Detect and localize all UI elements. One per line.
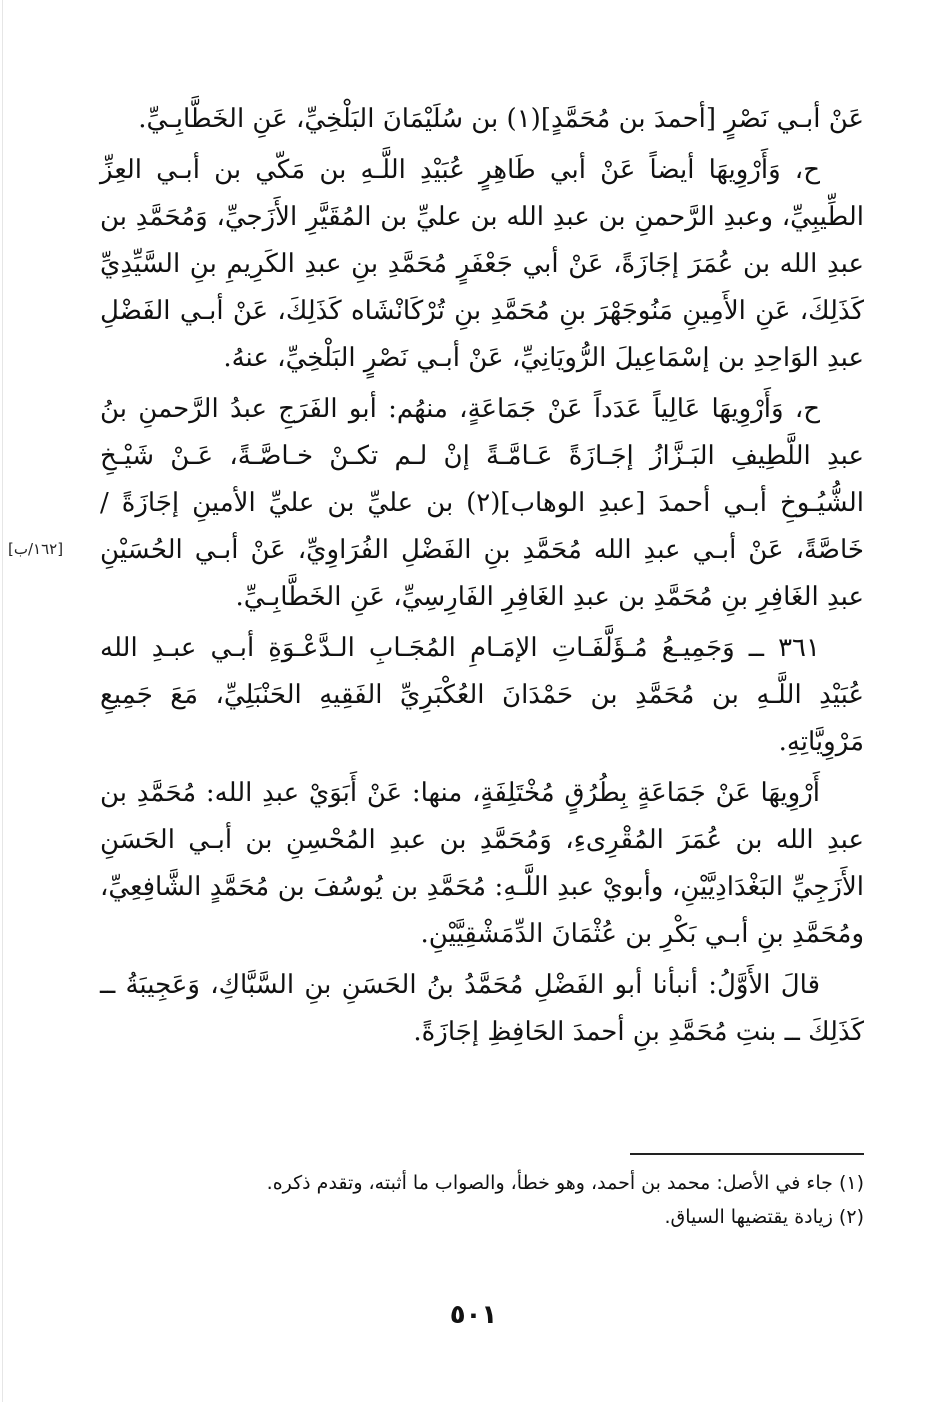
footnote-1: (١) جاء في الأصل: محمد بن أحمد، وهو خطأ، والصواب ما أثبته، وتقدم ذكره. xyxy=(266,1172,864,1194)
page-edge-line xyxy=(2,0,3,1402)
paragraph-5: أَرْوِيهَا عَنْ جَمَاعَةٍ بِطُرُقٍ مُخْتَلِفَةٍ، منها: عَنْ أَبَوَيْ عبدِ الله: مُحَمَّدِ بن عبدِ الله بن عُمَرَ المُقْرِىءِ، وَمُحَمَّدِ بن عبدِ المُحْسِنِ بن أبـي الحَسَنِ الأَزَجِيِّ البَغْدَادِيَّيْنِ، وأبويْ عبدِ اللَّـهِ: مُحَمَّدِ بن يُوسُفَ بن مُحَمَّدٍ الشَّافِعِيِّ، ومُحَمَّدِ بنِ أبـي بَكْرِ بن عُثْمَانَ الدِّمَشْقِيَّيْنِ. xyxy=(100,778,864,949)
manuscript-folio-note: [١٦٢/ب] xyxy=(8,540,64,558)
paragraph-2: ح، وَأَرْوِيهَا أيضاً عَنْ أبي طَاهِرٍ عُبَيْدِ اللَّـهِ بن مَكّي بن أبـي العِزِّ الطِّيبِيِّ، وعبدِ الرَّحمنِ بن عبدِ الله بن عليِّ بن المُقَيَّرِ الأَزَجيِّ، وَمُحَمَّدِ بن عبدِ الله بن عُمَرَ إجَازَةً، عَنْ أبي جَعْفَرٍ مُحَمَّدِ بنِ عبدِ الكَرِيمِ بنِ السَّيِّدِيِّ كَذَلِكَ، عَنِ الأَمِينِ مَنُوجَهْرَ بنِ مُحَمَّدِ بنِ تُرْكَانْشَاه كَذَلِكَ، عَنْ أبـي الفَضْلِ عبدِ الوَاحِدِ بن إسْمَاعِيلَ الرُّويَانِيِّ، عَنْ أبـي نَصْرٍ البَلْخِيِّ، عنهُ. xyxy=(100,155,864,373)
paragraph-3: ح، وَأَرْوِيهَا عَالِياً عَدَداً عَنْ جَمَاعَةٍ، منهُم: أبو الفَرَجِ عبدُ الرَّحمنِ بنُ عبدِ اللَّطِيفِ البَـزَّازُ إجَـازَةً عَـامَّـةً إنْ لـم تكـنْ خـاصَّـةً، عَـنْ شَيْـخِ الشُّيُـوخِ أبـي أحمدَ [عبدِ الوهاب](٢) بن عليِّ بن عليِّ الأمينِ إجَازَةً / خَاصَّةً، عَنْ أبـي عبدِ الله مُحَمَّدِ بنِ الفَضْلِ الفُرَاوِيِّ، عَنْ أبـي الحُسَيْنِ عبدِ الغَافِرِ بنِ مُحَمَّدِ بن عبدِ الغَافِرِ الفَارِسِيِّ، عَنِ الخَطَّابِـيِّ. xyxy=(100,394,864,612)
paragraph-4: ٣٦١ ــ وَجَمِيـعُ مُـؤَلَّفَـاتِ الإمَـامِ المُجَـابِ الـدَّعْـوَةِ أبـي عبـدِ الله عُبَيْدِ اللَّـهِ بن مُحَمَّدِ بن حَمْدَانَ العُكْبَرِيِّ الفَقِيهِ الحَنْبَلِيِّ، مَعَ جَمِيعِ مَرْوِيَّاتِهِ. xyxy=(100,633,864,757)
footnote-2: (٢) زيادة يقتضيها السياق. xyxy=(664,1206,864,1228)
paragraph-6: قالَ الأَوَّلُ: أنبأنا أبو الفَضْلِ مُحَمَّدُ بنُ الحَسَنِ بنِ السَّبَّاكِ، وَعَجِيبَةُ ــ كَذَلِكَ ــ بنتِ مُحَمَّدِ بنِ أحمدَ الحَافِظِ إجَازَةً. xyxy=(100,970,864,1047)
footnotes xyxy=(100,1166,864,1234)
footnote-separator xyxy=(630,1153,864,1155)
page-number: ٥٠١ xyxy=(449,1300,498,1330)
main-text xyxy=(100,96,864,1060)
paragraph-1: عَنْ أبـي نَصْرٍ [أحمدَ بن مُحَمَّدٍ](١) بن سُلَيْمَانَ البَلْخِيِّ، عَنِ الخَطَّابِـيِّ. xyxy=(138,104,864,134)
